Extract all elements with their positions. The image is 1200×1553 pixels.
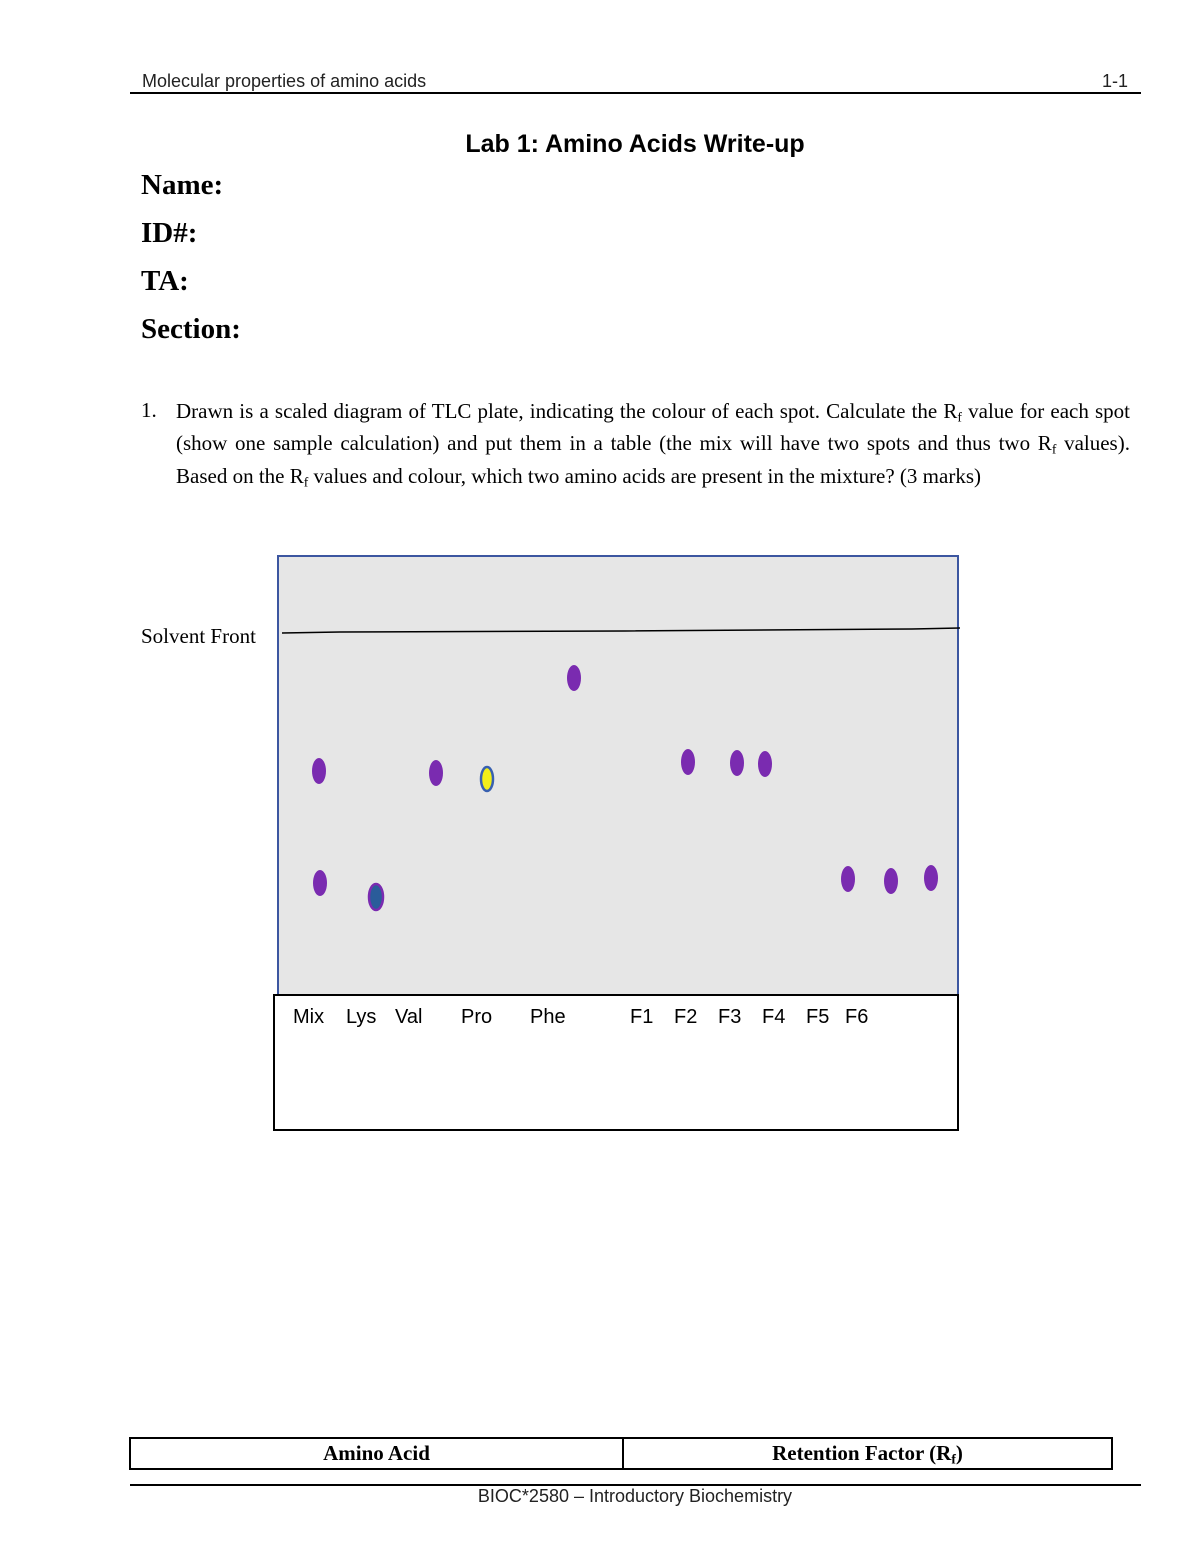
- spot-f3: [758, 751, 772, 777]
- lane-label-f4: F4: [762, 1006, 786, 1028]
- rf-table-col-retention-factor: Retention Factor $(R_f)$: [772, 1441, 963, 1467]
- spot-pro: [481, 767, 493, 791]
- question-number: 1.: [141, 398, 157, 422]
- spot-f1: [681, 749, 695, 775]
- name-field-label: Name:: [141, 169, 224, 201]
- solvent-front-line: [282, 628, 960, 633]
- spot-f5: [884, 868, 898, 894]
- lane-label-val: Val: [395, 1006, 423, 1028]
- lane-label-f1: F1: [630, 1006, 654, 1028]
- spot-f2: [730, 750, 744, 776]
- section-field-label: Section:: [141, 313, 241, 345]
- spot-lys: [369, 884, 383, 910]
- spot-val: [429, 760, 443, 786]
- solvent-front-label: Solvent Front: [141, 624, 256, 648]
- spot-f6: [924, 865, 938, 891]
- spot-phe: [567, 665, 581, 691]
- ta-field-label: TA:: [141, 265, 189, 297]
- footer-course: BIOC*2580 – Introductory Biochemistry: [477, 1486, 793, 1506]
- spot-mix-lower: [313, 870, 327, 896]
- lane-label-mix: Mix: [293, 1006, 325, 1028]
- lane-label-f5: F5: [806, 1006, 830, 1028]
- lane-label-lys: Lys: [346, 1006, 377, 1028]
- lane-label-pro: Pro: [461, 1006, 493, 1028]
- header-page-number: 1-1: [1101, 71, 1128, 91]
- lane-label-phe: Phe: [530, 1006, 566, 1028]
- rf-table-header: [129, 1437, 1113, 1470]
- rf-table-col-amino-acid: Amino Acid: [131, 1439, 624, 1468]
- question-text: Drawn is a scaled diagram of TLC plate, indicating the colour of each spot. Calculate the $R_f$ value for each spot (show one sample calculation) and put them in a table (the mix will have two spots and thus two $R_f$ values). Based on the $R_f$ values and colour, which two amino acids are present in the mixture? (3 marks): [176, 399, 1130, 490]
- spot-mix-upper: [312, 758, 326, 784]
- page-title: Lab 1: Amino Acids Write-up: [465, 130, 805, 158]
- lane-label-f6: F6: [845, 1006, 869, 1028]
- lane-label-f3: F3: [718, 1006, 742, 1028]
- lane-label-f2: F2: [674, 1006, 698, 1028]
- id-field-label: ID#:: [141, 217, 198, 249]
- spot-f4: [841, 866, 855, 892]
- header-course-title: Molecular properties of amino acids: [142, 71, 427, 91]
